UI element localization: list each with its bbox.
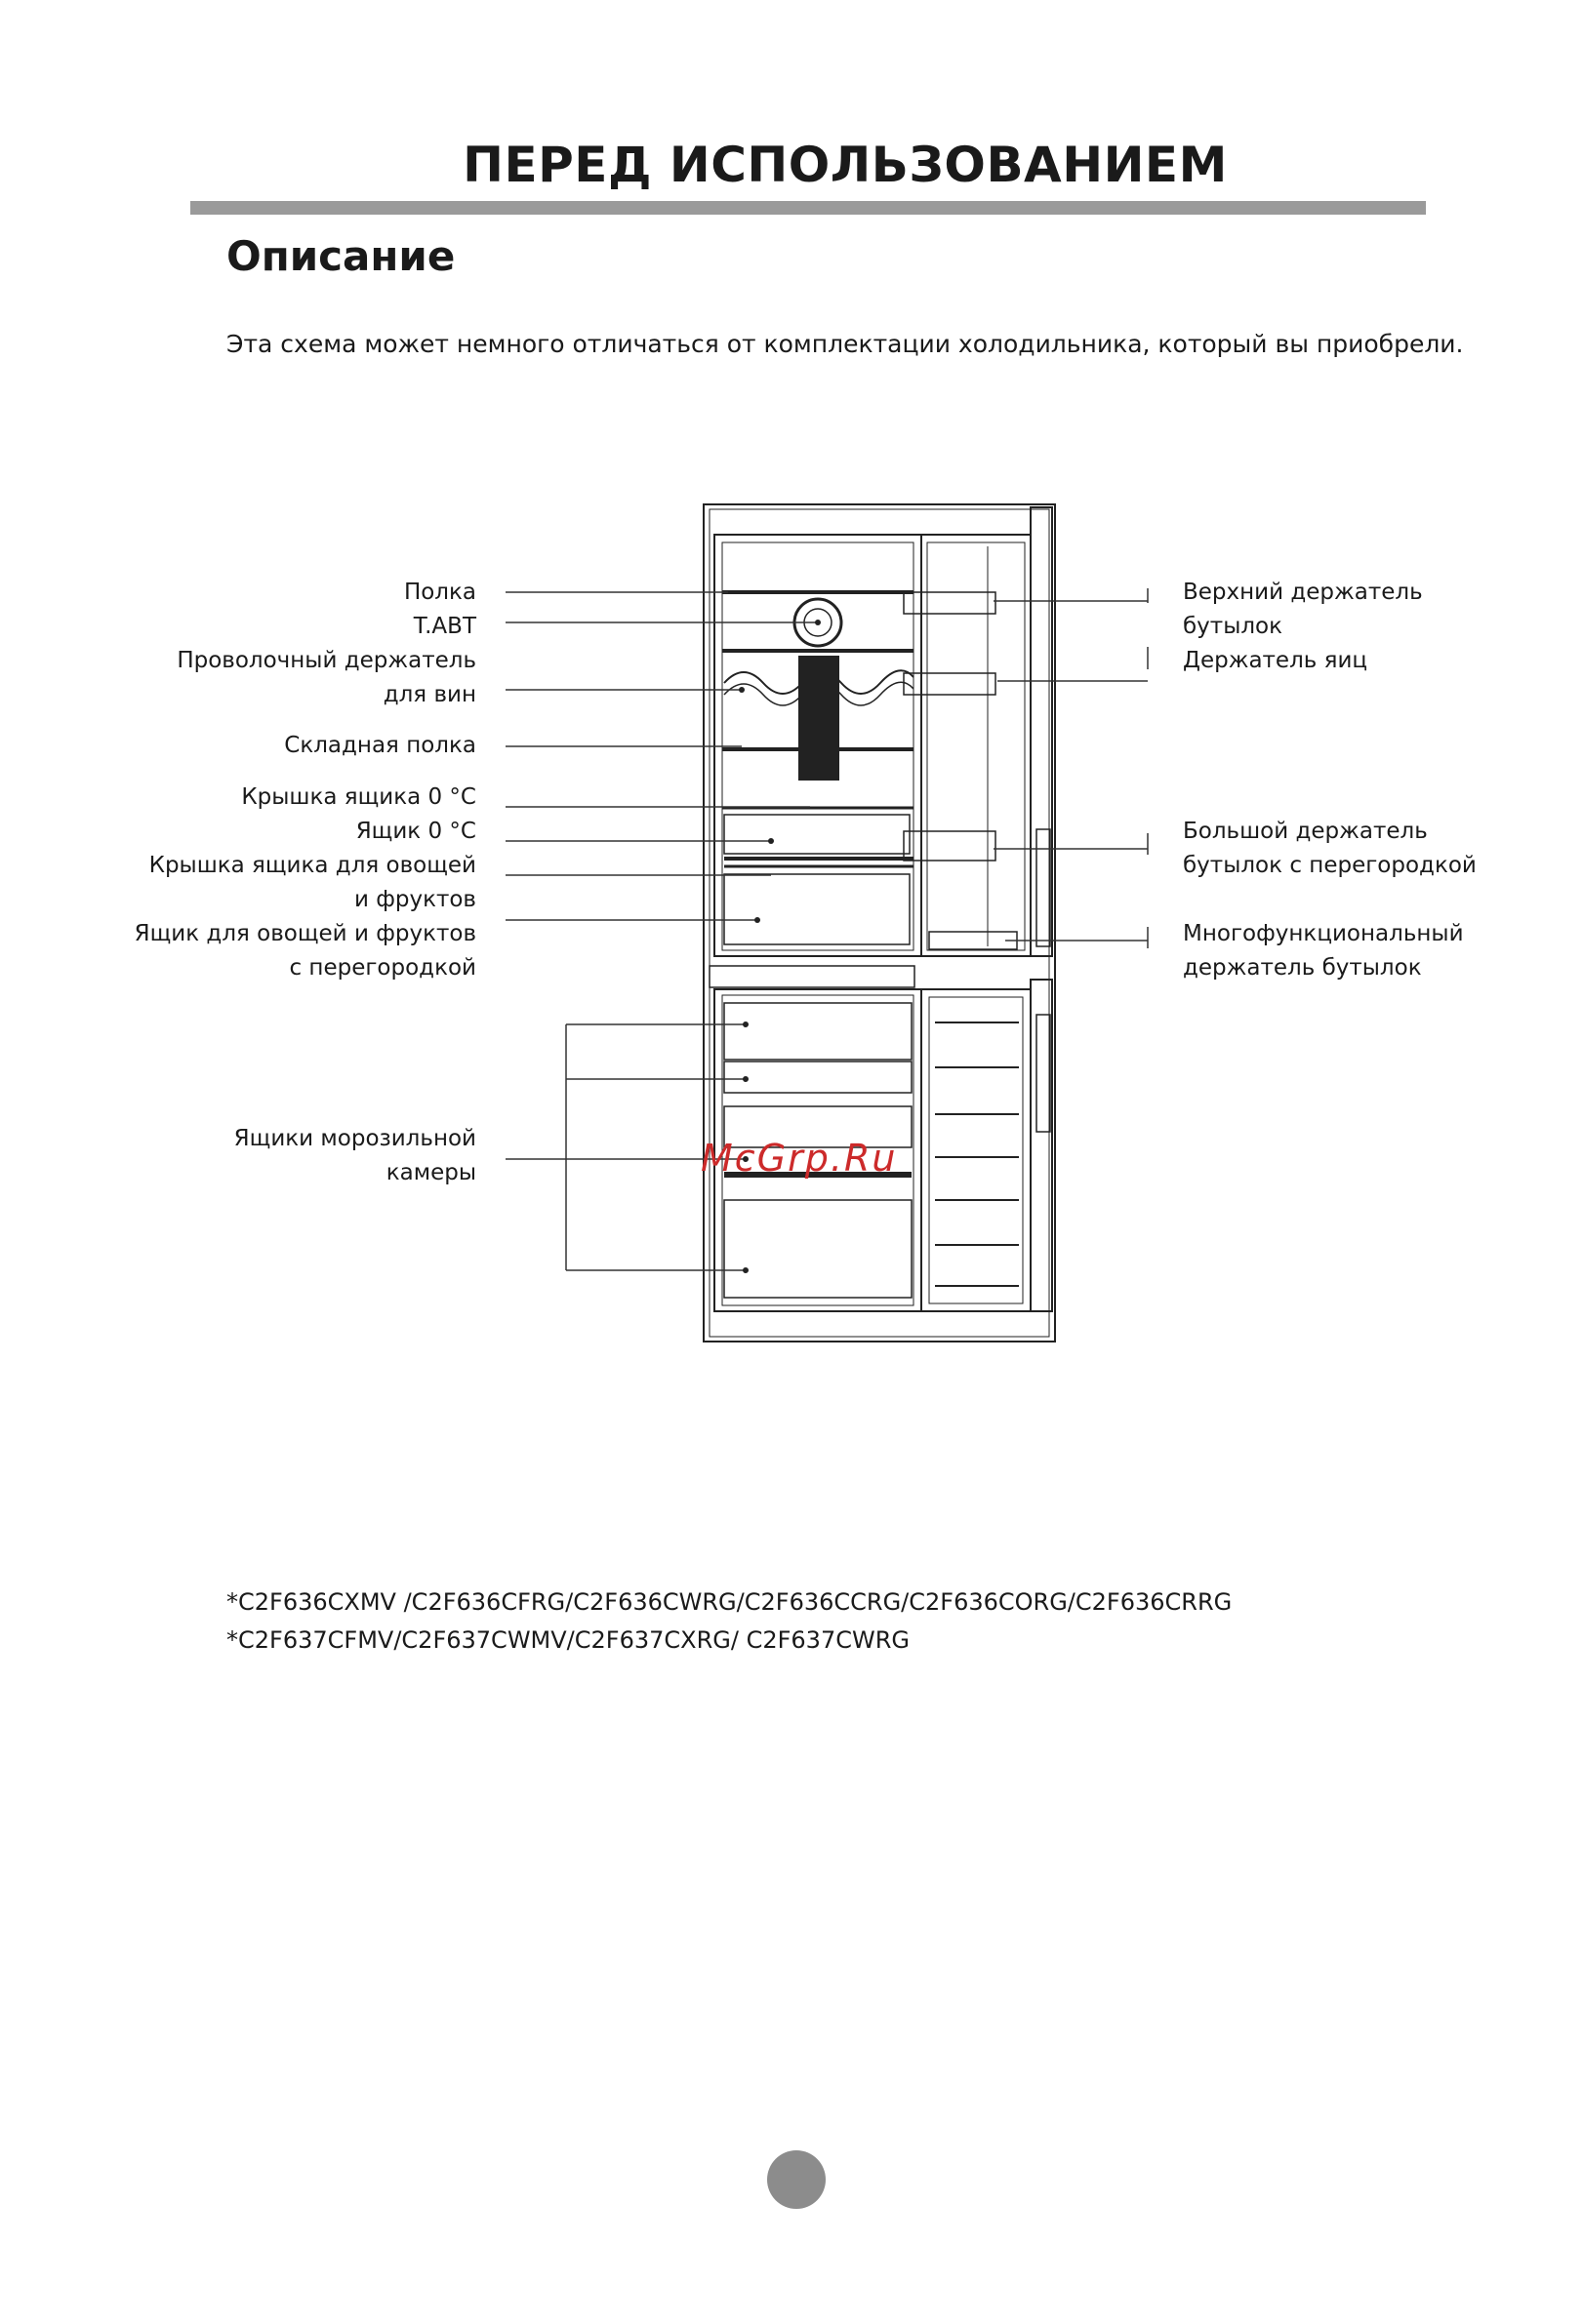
- label-upper-bottle-holder: Верхний держатель: [1183, 580, 1423, 605]
- label-veg-drawer-lid-cont: и фруктов: [353, 887, 476, 912]
- model-list-line-1: *C2F636CXMV /C2F636CFRG/C2F636CWRG/C2F636CCRG/C2F636CORG/C2F636CRRG: [226, 1588, 1233, 1616]
- door-bin-egg: [904, 673, 995, 695]
- freezer-handle: [1036, 1015, 1050, 1132]
- label-zero-drawer-lid: Крышка ящика 0 °C: [241, 784, 476, 810]
- door-bin-large: [904, 831, 995, 861]
- section-title: Описание: [226, 232, 456, 280]
- label-large-bottle-holder: Большой держатель: [1183, 819, 1428, 844]
- door-bin-multi: [929, 932, 1017, 949]
- label-veg-drawer-cont: с перегородкой: [289, 955, 476, 981]
- label-tabt: T.ABT: [413, 614, 476, 639]
- label-freezer-drawers-cont: камеры: [386, 1160, 476, 1185]
- label-multi-bottle-holder-cont: держатель бутылок: [1183, 955, 1422, 981]
- label-zero-drawer: Ящик 0 °C: [355, 819, 476, 844]
- freezer-drawer-2: [724, 1062, 912, 1093]
- label-veg-drawer: Ящик для овощей и фруктов: [134, 921, 476, 946]
- watermark: McGrp.Ru: [701, 1137, 898, 1180]
- label-egg-holder: Держатель яиц: [1183, 648, 1368, 673]
- label-wine-holder: Проволочный держатель: [177, 648, 476, 673]
- fridge-handle: [1036, 829, 1050, 946]
- freezer-drawer-4: [724, 1200, 912, 1298]
- label-wine-holder-cont: для вин: [383, 682, 476, 707]
- model-list-line-2: *C2F637CFMV/C2F637CWMV/C2F637CXRG/ C2F637CWRG: [226, 1626, 910, 1654]
- label-folding-shelf: Складная полка: [284, 733, 476, 758]
- label-multi-bottle-holder: Многофункциональный: [1183, 921, 1464, 946]
- freezer-drawer-1: [724, 1003, 912, 1060]
- label-upper-bottle-holder-cont: бутылок: [1183, 614, 1283, 639]
- fridge-body: [704, 504, 1055, 1342]
- label-large-bottle-holder-cont: бутылок с перегородкой: [1183, 853, 1477, 878]
- door-bin-upper: [904, 592, 995, 614]
- center-air-duct: [798, 656, 839, 781]
- zero-degree-drawer: [724, 815, 910, 854]
- label-shelf: Полка: [403, 580, 476, 605]
- vegetable-drawer: [724, 874, 910, 944]
- page-number-marker: [767, 2150, 826, 2209]
- label-freezer-drawers: Ящики морозильной: [233, 1126, 476, 1151]
- divider-panel: [710, 966, 914, 987]
- fridge-door-interior: [921, 535, 1031, 956]
- label-veg-drawer-lid: Крышка ящика для овощей: [148, 853, 476, 878]
- freezer-door-interior: [921, 989, 1031, 1311]
- intro-text: Эта схема может немного отличаться от комплектации холодильника, который вы приобрели.: [226, 330, 1464, 358]
- page-header-title: ПЕРЕД ИСПОЛЬЗОВАНИЕМ: [463, 137, 1228, 193]
